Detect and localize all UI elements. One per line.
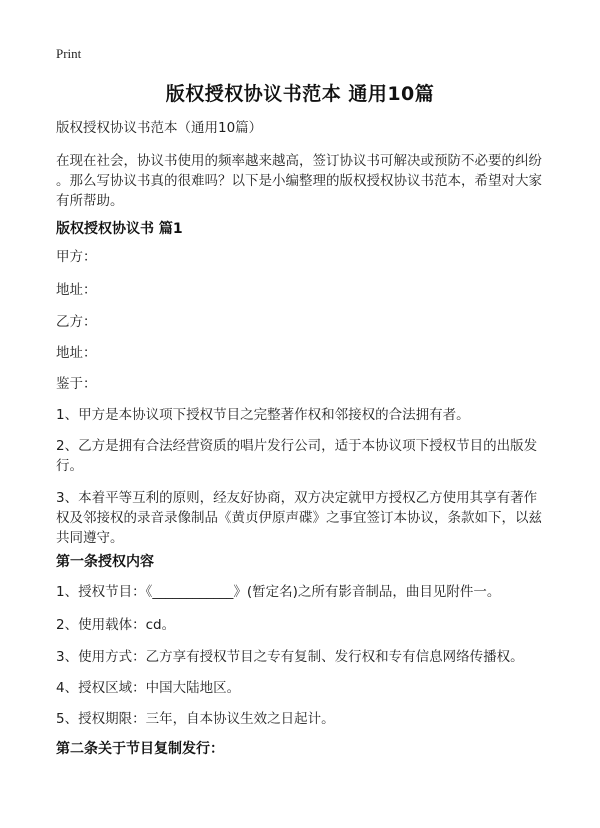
address-a-label: 地址： [56,282,97,298]
subtitle: 版权授权协议书范本（通用10篇） [56,120,263,136]
article-1-item-5: 5、授权期限：三年，自本协议生效之日起计。 [56,711,335,727]
whereas-label: 鉴于： [56,376,97,392]
whereas-clause-2-line-2: 行。 [56,458,83,474]
whereas-clause-3-line-3: 共同遵守。 [56,530,124,546]
intro-line-1: 在现在社会，协议书使用的频率越来越高，签订协议书可解决或预防不必要的纠纷 [56,153,542,169]
address-b-label: 地址： [56,345,97,361]
article-1-item-3: 3、使用方式：乙方享有授权节目之专有复制、发行权和专有信息网络传播权。 [56,649,524,665]
article-1-item-2: 2、使用载体：cd。 [56,617,176,633]
whereas-clause-3-line-2: 权及邻接权的录音录像制品《黄贞伊原声碟》之事宜签订本协议，条款如下，以兹 [56,510,542,526]
intro-line-3: 有所帮助。 [56,193,124,209]
whereas-clause-1: 1、甲方是本协议项下授权节目之完整著作权和邻接权的合法拥有者。 [56,407,470,423]
section-1-heading: 版权授权协议书 篇1 [56,221,183,237]
article-1-item-4: 4、授权区域：中国大陆地区。 [56,680,241,696]
document-title: 版权授权协议书范本 通用10篇 [165,83,435,105]
whereas-clause-2-line-1: 2、乙方是拥有合法经营资质的唱片发行公司，适于本协议项下授权节目的出版发 [56,438,538,454]
article-1-item-1: 1、授权节目：《____________》(暂定名)之所有影音制品，曲目见附件一。 [56,584,501,600]
print-link[interactable]: Print [56,46,82,61]
article-2-heading: 第二条关于节目复制发行： [56,741,224,757]
article-1-heading: 第一条授权内容 [56,554,154,570]
intro-line-2: 。那么写协议书真的很难吗？以下是小编整理的版权授权协议书范本，希望对大家 [56,173,542,189]
party-a-label: 甲方： [56,249,97,265]
whereas-clause-3-line-1: 3、本着平等互利的原则，经友好协商，双方决定就甲方授权乙方使用其享有著作 [56,490,538,506]
party-b-label: 乙方： [56,314,97,330]
